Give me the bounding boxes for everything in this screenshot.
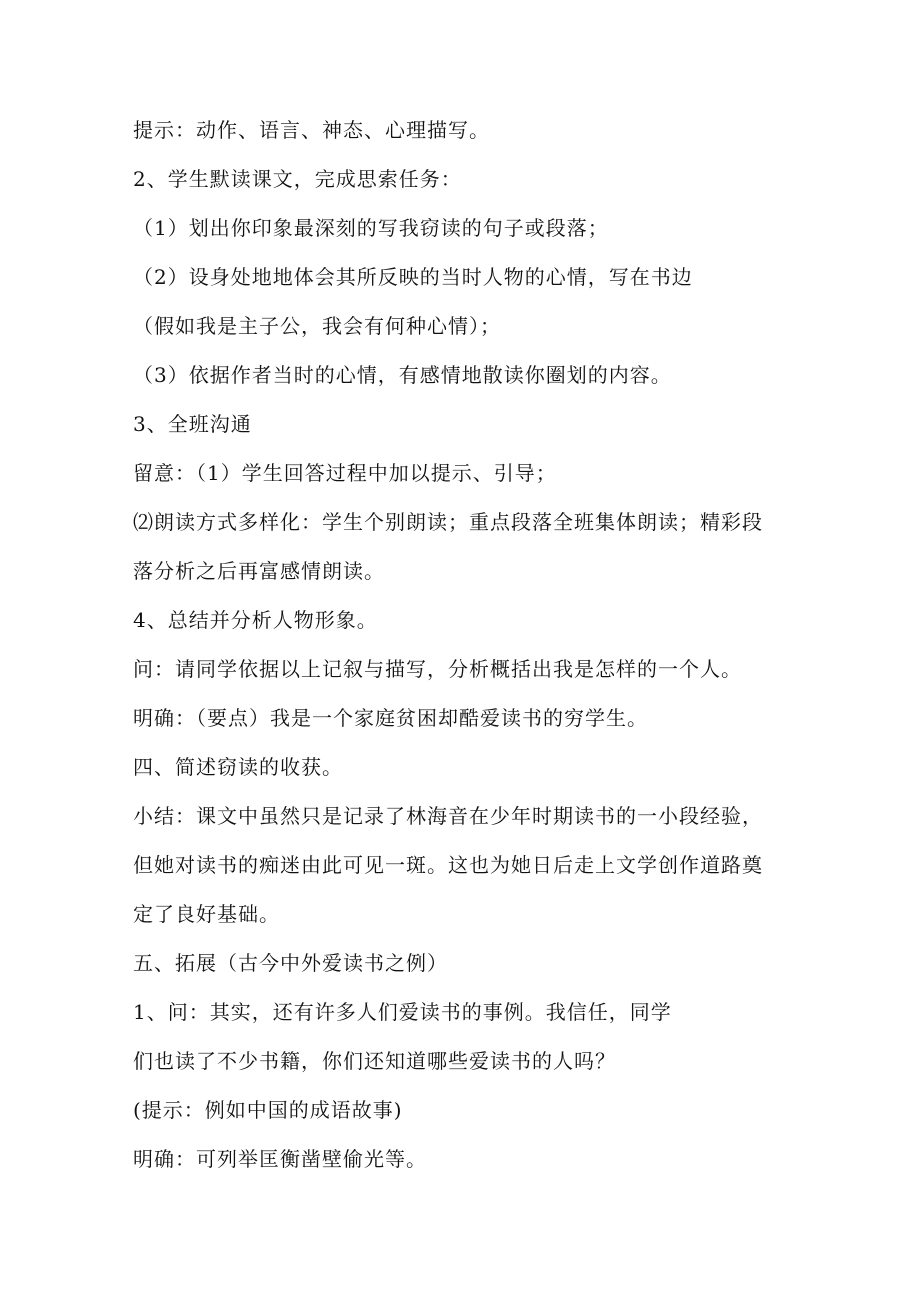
text-line-extension-hint: (提示：例如中国的成语故事) — [133, 1098, 403, 1122]
text-line-summary-cont-2: 定了良好基础。 — [133, 902, 280, 926]
text-line-note-2: ⑵朗读方式多样化：学生个别朗读；重点段落全班集体朗读；精彩段 — [133, 510, 763, 534]
text-line-section-4: 四、简述窃读的收获。 — [133, 755, 343, 779]
text-line-extension-q-cont: 们也读了不少书籍，你们还知道哪些爱读书的人吗？ — [133, 1049, 616, 1073]
text-line-task-2-cont: （假如我是主子公，我会有何种心情）； — [133, 314, 501, 338]
text-line-section-5: 五、拓展（古今中外爱读书之例） — [133, 951, 448, 975]
text-line-answer: 明确：（要点）我是一个家庭贫困却酷爱读书的穷学生。 — [133, 706, 648, 730]
text-line-task-2: （2）设身处地地体会其所反映的当时人物的心情，写在书边 — [133, 265, 693, 289]
text-line-note-1: 留意：（1）学生回答过程中加以提示、引导； — [133, 461, 557, 485]
text-line-step-4: 4、总结并分析人物形象。 — [133, 608, 378, 632]
text-line-task-3: （3）依据作者当时的心情，有感情地散读你圈划的内容。 — [133, 363, 672, 387]
text-line-summary: 小结：课文中虽然只是记录了林海音在少年时期读书的一小段经验， — [133, 804, 763, 828]
text-line-note-2-cont: 落分析之后再富感情朗读。 — [133, 559, 385, 583]
text-line-question: 问：请同学依据以上记叙与描写，分析概括出我是怎样的一个人。 — [133, 657, 742, 681]
text-line-extension-q: 1、问：其实，还有许多人们爱读书的事例。我信任，同学 — [133, 1000, 672, 1024]
text-line-extension-answer: 明确：可列举匡衡凿壁偷光等。 — [133, 1147, 427, 1171]
text-line-task-1: （1）划出你印象最深刻的写我窃读的句子或段落； — [133, 216, 609, 240]
text-line-summary-cont-1: 但她对读书的痴迷由此可见一斑。这也为她日后走上文学创作道路奠 — [133, 853, 763, 877]
text-line-hint: 提示：动作、语言、神态、心理描写。 — [133, 118, 490, 142]
text-line-step-2: 2、学生默读课文，完成思索任务： — [133, 167, 462, 191]
text-line-step-3: 3、全班沟通 — [133, 412, 252, 436]
